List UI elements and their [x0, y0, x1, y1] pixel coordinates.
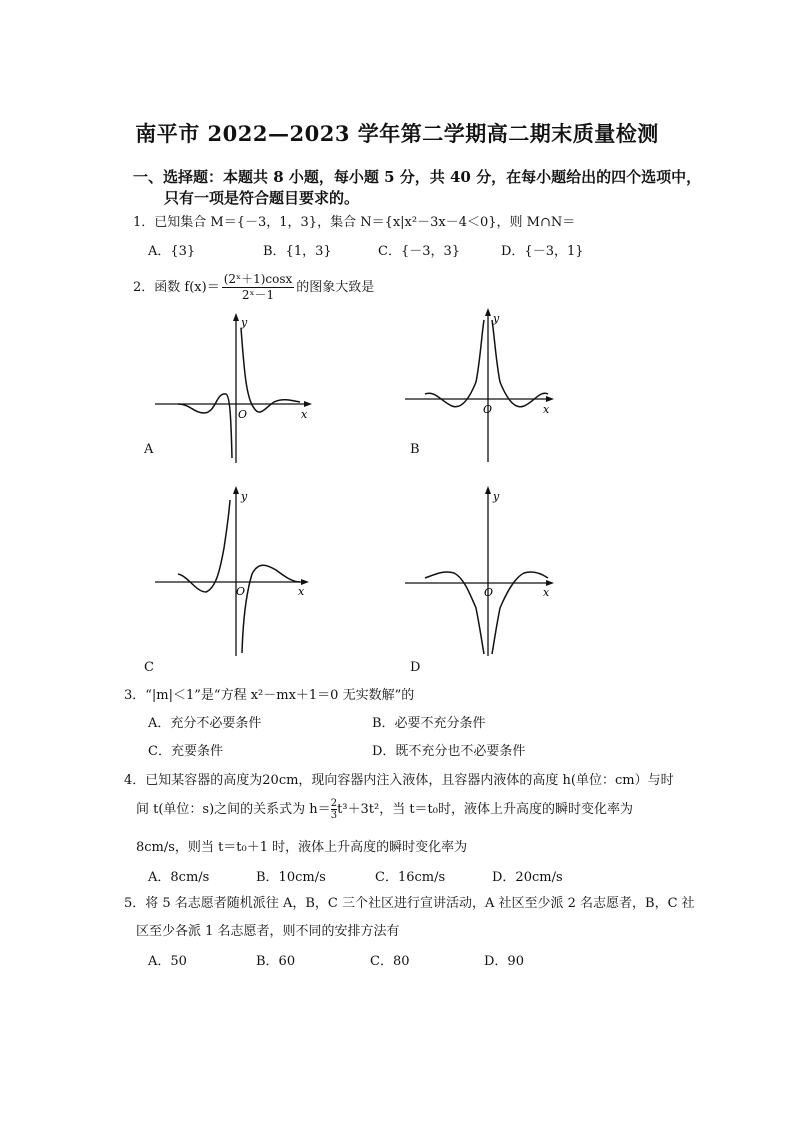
q5-option-a: A．50 — [148, 954, 187, 969]
graph-b — [400, 302, 570, 467]
graph-c-origin: O — [236, 585, 246, 598]
graph-c — [150, 478, 320, 658]
section-heading-line1: 一、选择题：本题共 8 小题，每小题 5 分，共 40 分，在每小题给出的四个选项中， — [133, 168, 702, 186]
q3-option-d: D．既不充分也不必要条件 — [372, 744, 526, 759]
q4-line2-b: t³＋3t²，当 t＝t₀时，液体上升高度的瞬时变化率为 — [337, 802, 633, 817]
graph-d-right-branch — [492, 572, 548, 654]
q4-frac-den: 3 — [330, 810, 338, 821]
q3-option-c: C．充要条件 — [148, 744, 223, 759]
q4-line3: 8cm/s，则当 t＝t₀＋1 时，液体上升高度的瞬时变化率为 — [136, 840, 468, 855]
page-title: 南平市 2022—2023 学年第二学期高二期末质量检测 — [135, 121, 659, 146]
section-heading-line2: 只有一项是符合题目要求的。 — [164, 189, 360, 207]
graph-c-label: C — [144, 660, 154, 675]
graph-b-y-label: y — [493, 312, 500, 325]
q1-option-b: B．{1，3} — [263, 244, 332, 259]
q5-line1: 5．将 5 名志愿者随机派往 A，B，C 三个社区进行宣讲活动，A 社区至少派 2 名志愿者，B，C 社 — [124, 896, 695, 911]
q4-option-d: D．20cm/s — [492, 870, 563, 885]
q4-line1: 4．已知某容器的高度为20cm，现向容器内注入液体，且容器内液体的高度 h(单位：cm）与时 — [124, 773, 674, 788]
q5-option-c: C．80 — [370, 954, 410, 969]
q1-option-c: C．{－3，3} — [378, 244, 461, 259]
q2-denominator: 2ˣ－1 — [241, 288, 275, 302]
q5-option-d: D．90 — [484, 954, 524, 969]
q4-line2 — [136, 798, 633, 821]
q1-option-a: A．{3} — [148, 244, 196, 259]
q2-numerator: (2ˣ＋1)cosx — [223, 272, 293, 286]
q1-option-d: D．{－3，1} — [501, 244, 584, 259]
graph-d-origin: O — [484, 586, 494, 599]
q2-stem — [133, 272, 374, 303]
graph-c-x-label: x — [298, 585, 305, 598]
q2-prefix: 2．函数 f(x)＝ — [133, 280, 220, 295]
graph-c-right-branch — [242, 565, 300, 653]
graph-a-origin: O — [238, 408, 248, 421]
q2-suffix: 的图象大致是 — [296, 280, 375, 295]
graph-d-x-label: x — [543, 586, 550, 599]
graph-a-y-label: y — [241, 316, 248, 329]
graph-d — [400, 478, 570, 658]
q4-option-b: B．10cm/s — [256, 870, 326, 885]
graph-d-label: D — [410, 660, 421, 675]
q5-option-b: B．60 — [256, 954, 296, 969]
graph-a-x-label: x — [301, 408, 308, 421]
q4-frac-num: 2 — [330, 798, 338, 809]
graph-a — [150, 308, 320, 468]
graph-a-label: A — [144, 442, 154, 457]
graph-b-left-branch — [425, 320, 484, 407]
q4-line2-a: 间 t(单位：s)之间的关系式为 h＝ — [136, 802, 331, 817]
q4-option-a: A．8cm/s — [148, 870, 210, 885]
q3-option-a: A．充分不必要条件 — [148, 716, 262, 731]
graph-b-x-label: x — [543, 403, 550, 416]
graph-a-right-branch — [241, 328, 300, 412]
q5-line2: 区至少各派 1 名志愿者，则不同的安排方法有 — [136, 924, 400, 939]
graph-b-label: B — [410, 442, 420, 457]
q4-option-c: C．16cm/s — [375, 870, 446, 885]
q3-option-b: B．必要不充分条件 — [372, 716, 486, 731]
graph-c-y-label: y — [241, 490, 248, 503]
graph-d-y-label: y — [493, 490, 500, 503]
graph-d-left-branch — [425, 572, 484, 654]
q2-fraction — [222, 272, 295, 303]
q3-stem: 3．“|m|＜1”是“方程 x²－mx＋1＝0 无实数解”的 — [124, 688, 415, 703]
graph-b-right-branch — [492, 320, 548, 407]
graph-c-left-branch — [178, 500, 230, 592]
graph-b-origin: O — [483, 403, 493, 416]
q1-stem: 1．已知集合 M＝{－3，1，3}，集合 N＝{x|x²－3x－4＜0}，则 M∩N＝ — [133, 215, 576, 230]
